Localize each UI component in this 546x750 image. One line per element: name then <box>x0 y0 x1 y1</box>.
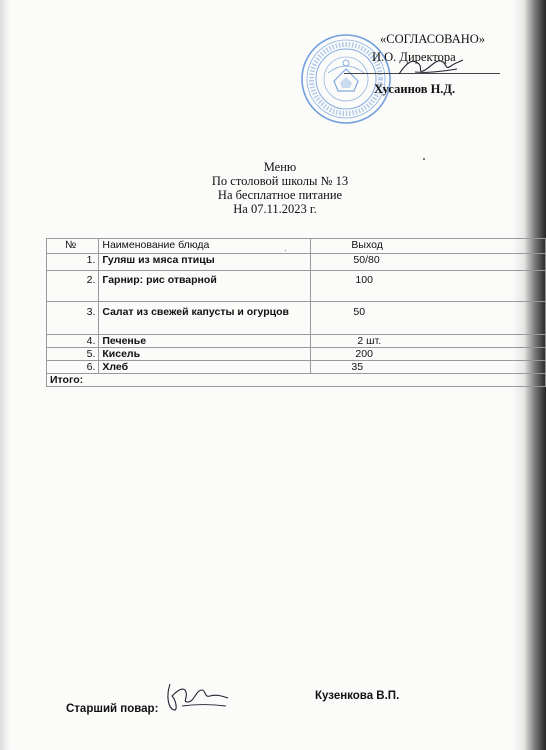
table-row <box>47 302 546 335</box>
row-dish: Печенье <box>99 335 311 348</box>
row-output: 50 <box>311 302 546 335</box>
official-seal-icon <box>300 33 392 125</box>
row-num: 5. <box>47 348 99 361</box>
table-header-row <box>47 239 546 254</box>
row-output: 100 <box>311 271 546 302</box>
scan-speck <box>285 250 286 251</box>
title-line-free-meals: На бесплатное питание <box>217 188 343 202</box>
total-label: Итого: <box>47 374 546 387</box>
approval-name: Хусаинов Н.Д. <box>374 82 456 96</box>
col-header-output: Выход <box>311 239 546 254</box>
menu-table <box>46 238 546 387</box>
row-dish: Салат из свежей капусты и огурцов <box>99 302 311 335</box>
document-title <box>180 160 380 216</box>
row-num: 6. <box>47 361 99 374</box>
row-dish: Хлеб <box>99 361 311 374</box>
row-output: 200 <box>311 348 546 361</box>
director-signature-icon <box>395 52 465 80</box>
cook-signature-icon <box>162 676 232 716</box>
row-output: 50/80 <box>311 254 546 271</box>
row-num: 4. <box>47 335 99 348</box>
row-dish: Гуляш из мяса птицы <box>99 254 311 271</box>
row-dish: Кисель <box>99 348 311 361</box>
col-header-num: № <box>47 239 99 254</box>
title-line-date: На 07.11.2023 г. <box>233 202 317 216</box>
row-num: 3. <box>47 302 99 335</box>
scan-speck <box>423 158 425 160</box>
title-line-canteen: По столовой школы № 13 <box>211 174 349 188</box>
table-row <box>47 361 546 374</box>
row-output: 2 шт. <box>311 335 546 348</box>
cook-name: Кузенкова В.П. <box>315 690 400 702</box>
table-row <box>47 254 546 271</box>
title-line-menu: Меню <box>263 160 297 174</box>
cook-label: Старший повар: <box>66 703 159 715</box>
row-dish: Гарнир: рис отварной <box>99 271 311 302</box>
page-left-shadow <box>0 0 10 750</box>
table-row <box>47 335 546 348</box>
table-total-row <box>47 374 546 387</box>
row-num: 1. <box>47 254 99 271</box>
row-num: 2. <box>47 271 99 302</box>
table-row <box>47 348 546 361</box>
row-output: 35 <box>311 361 546 374</box>
col-header-name: Наименование блюда <box>99 239 311 254</box>
table-row <box>47 271 546 302</box>
approval-title: «СОГЛАСОВАНО» <box>380 32 486 46</box>
approval-role: И.О. Директора <box>372 50 456 64</box>
